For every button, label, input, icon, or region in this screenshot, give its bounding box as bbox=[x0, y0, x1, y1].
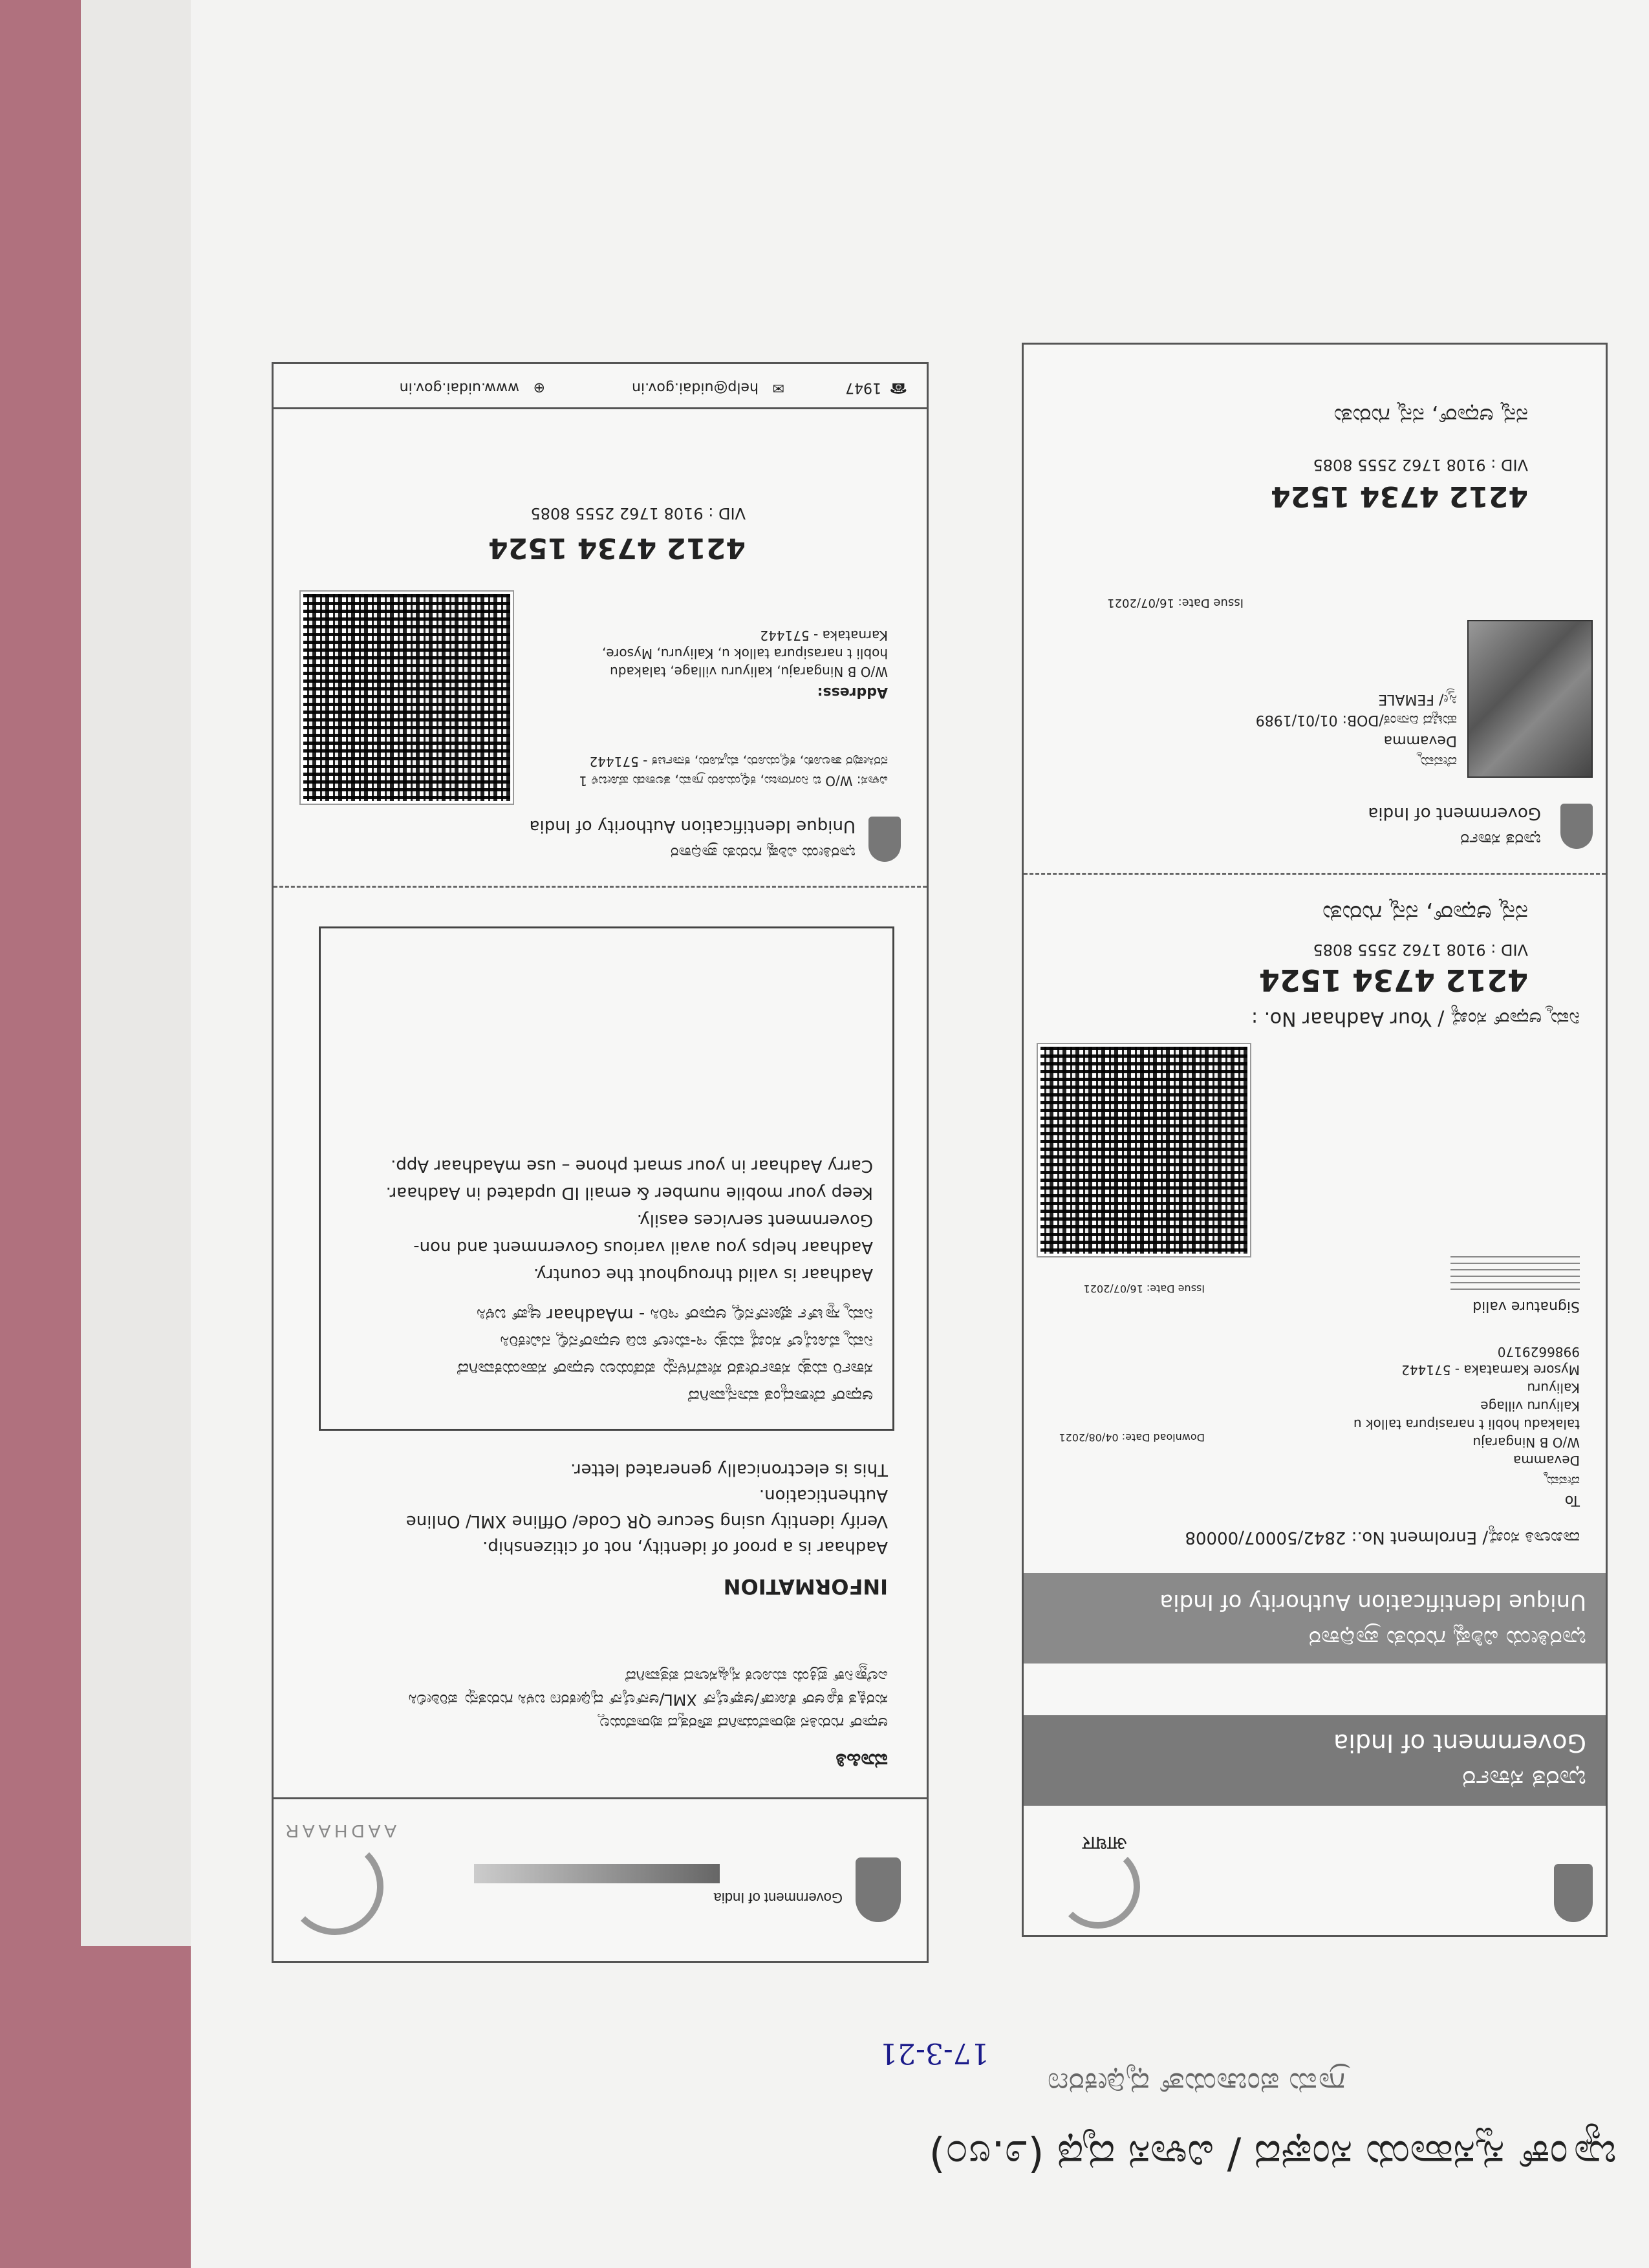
address-line: 9986629170 bbox=[1497, 1344, 1580, 1360]
list-item: ನಿಮ್ಮ ಮೊಬೈಲ್ ಸಂಖ್ಯೆ ಮತ್ತು ಇ-ಮೇಲ್ ಐಡಿ ಆಧಾರ್‌ನಲ್ಲಿ ನವೀಕರಿಸಿ bbox=[500, 1332, 873, 1351]
tagline: ನನ್ನ ಆಧಾರ್, ನನ್ನ ಗುರುತು bbox=[1322, 900, 1528, 926]
address-label: Address: bbox=[817, 684, 888, 700]
info-title: INFORMATION bbox=[723, 1574, 888, 1599]
list-item: ಸರ್ಕಾರಿ ಮತ್ತು ಸರ್ಕಾರೇತರ ಸೇವೆಗಳನ್ನು ಪಡೆಯಲು ಆಧಾರ್ ಸಹಾಯಕವಾಗಿದೆ bbox=[457, 1359, 873, 1378]
aadhaar-logo-text: AADHAAR bbox=[281, 1821, 396, 1841]
address-line: Mysore Karnataka - 571442 bbox=[1401, 1362, 1580, 1378]
info-box bbox=[319, 926, 894, 1431]
digital-signature-stamp bbox=[1450, 1256, 1580, 1295]
address-line: talakadu hobli t narasipura tallok u bbox=[1353, 1417, 1580, 1432]
address-kannada: ವಿಳಾಸ: W/O ಬಿ ನಿಂಗರಾಜು, ಕಲ್ಲಿಯೂರು ಗ್ರಾಮ, ತಲಕಾಡು ಹೋಬಳಿ 1 ನರಸೀಪುರ ತಾಲೂಕು, ಕಲ್ಲಿಯೂರು, ಮೈಸೂರು, ಕರ್ನಾಟಕ - 571442 bbox=[579, 754, 888, 789]
qr-code bbox=[301, 592, 513, 804]
id-tagline: ನನ್ನ ಆಧಾರ್, ನನ್ನ ಗುರುತು bbox=[1333, 403, 1528, 429]
globe-icon: ⊕ bbox=[533, 380, 545, 396]
holder-photo bbox=[1467, 620, 1593, 778]
cut-line bbox=[1024, 873, 1606, 875]
address-line: Kaliyuru village bbox=[1480, 1398, 1580, 1414]
list-item: Aadhaar helps you avail various Government and non-Government services easily. bbox=[413, 1210, 873, 1257]
holder-gender: ಸ್ತ್ರೀ/ FEMALE bbox=[1378, 691, 1457, 707]
header-gradient-bar bbox=[474, 1864, 720, 1883]
list-item: Keep your mobile number & email ID updated in Aadhaar. bbox=[385, 1183, 873, 1203]
list-item: ಆಧಾರ್ ದೇಶಾದ್ಯಂತ ಮಾನ್ಯವಾಗಿದೆ bbox=[687, 1386, 873, 1406]
address-line: Kaliyuru bbox=[1527, 1380, 1580, 1396]
vid-number: VID : 9108 1762 2555 8085 bbox=[530, 504, 746, 522]
list-item: Verify identity using Secure QR Code/ Offline XML/ Online Authentication. bbox=[405, 1486, 888, 1531]
id-issue-date: Issue Date: 16/07/2021 bbox=[1107, 596, 1244, 610]
vid-number: VID : 9108 1762 2555 8085 bbox=[1313, 941, 1528, 959]
to-label: To bbox=[1564, 1492, 1580, 1508]
info-english-list bbox=[306, 1457, 888, 1560]
website: www.uidai.gov.in bbox=[399, 380, 519, 396]
qr-code bbox=[1038, 1044, 1250, 1256]
address-line: Karnataka - 571442 bbox=[760, 628, 888, 643]
id-govt-kannada: ಭಾರತ ಸರ್ಕಾರ bbox=[1460, 829, 1541, 849]
info-footer bbox=[274, 365, 927, 409]
handwritten-date: 17-3-21 bbox=[879, 2037, 989, 2070]
address-line: Devamma bbox=[1513, 1453, 1580, 1468]
uidai-english: Unique Identification Authority of India bbox=[529, 817, 856, 836]
uidai-english: Unique Identification Authority of India bbox=[1159, 1589, 1586, 1615]
help-email: help@uidai.gov.in bbox=[632, 380, 759, 396]
aadhaar-hindi: आधार bbox=[1082, 1832, 1127, 1854]
list-item: Carry Aadhaar in your smart phone – use mAadhaar App. bbox=[391, 1156, 873, 1175]
mail-icon: ✉ bbox=[772, 380, 784, 396]
to-kannada: ದೇವಮ್ಮ bbox=[1544, 1473, 1580, 1489]
holder-details bbox=[1147, 689, 1457, 771]
list-item: Aadhaar is a proof of identity, not of citizenship. bbox=[482, 1537, 888, 1557]
download-date: Download Date: 04/08/2021 bbox=[1059, 1431, 1205, 1444]
uidai-kannada: ಭಾರತೀಯ ವಿಶಿಷ್ಟ ಗುರುತು ಪ್ರಾಧಿಕಾರ bbox=[670, 844, 856, 862]
issue-date: Issue Date: 16/07/2021 bbox=[1083, 1283, 1205, 1295]
recipient-address bbox=[1218, 1343, 1580, 1470]
address-line: W/O B Ningaraju, kaliyuru village, talakadu bbox=[610, 664, 888, 679]
bottom-caption: ಬ್ಯಾಂಕ್ ಸ್ವಸಹಾಯ ಸಂಘದ / ವಿಳಾಸ ದೃಢ (೨.೮೦) bbox=[929, 2131, 1617, 2179]
list-item: Aadhaar is valid throughout the country. bbox=[533, 1265, 873, 1284]
info-title-kannada: ಮಾಹಿತಿ bbox=[835, 1749, 888, 1773]
holder-name: Devamma bbox=[1383, 733, 1457, 749]
holder-name-kannada: ದೇವಮ್ಮ bbox=[1418, 753, 1457, 769]
cut-line bbox=[274, 886, 927, 888]
bottom-subcaption: ಗ್ರಾಮ ಪಂಚಾಯತ್ ಧೃಢೀಕರಣ bbox=[1047, 2066, 1345, 2101]
address-line: W/O B Ningaraju bbox=[1472, 1435, 1580, 1450]
list-item: ಆಧಾರ್ ಗುರುತಿನ ಪುರಾವೆಯಾಗಿದೆ ಪೌರತ್ವದ ಪುರಾವೆಯಲ್ಲ bbox=[598, 1714, 888, 1732]
aadhaar-number: 4212 4734 1524 bbox=[488, 531, 746, 564]
id-aadhaar-number: 4212 4734 1524 bbox=[1270, 480, 1528, 513]
address-lines bbox=[552, 626, 888, 681]
govt-band bbox=[1024, 1715, 1606, 1806]
address-line: hobli t narasipura tallok u, Kaliyuru, Mysore, bbox=[601, 646, 888, 661]
aadhaar-letter-card bbox=[1022, 343, 1608, 1937]
aadhaar-logo-icon bbox=[286, 1838, 383, 1935]
emblem-icon bbox=[868, 817, 901, 862]
your-aadhaar-label: ನಿಮ್ಮ ಆಧಾರ್ ಸಂಖ್ಯೆ / Your Aadhaar No. : bbox=[1251, 1007, 1580, 1030]
govt-english: Government of India bbox=[1333, 1729, 1586, 1757]
aadhaar-number: 4212 4734 1524 bbox=[1258, 963, 1528, 998]
enrolment-number: ದಾಖಲಾತಿ ಸಂಖ್ಯೆ/ Enrolment No.: 2842/50007/00008 bbox=[1185, 1528, 1580, 1547]
emblem-icon bbox=[1554, 1864, 1593, 1922]
list-item: This is electronically generated letter. bbox=[570, 1460, 888, 1479]
list-item: ಎಲೆಕ್ಟ್ರಾನಿಕ್ ಪ್ರಕ್ರಿಯೆ ಮೂಲಕ ಸೃಷ್ಟಿಸಲಾದ ಪತ್ರವಾಗಿದೆ bbox=[625, 1667, 888, 1685]
aadhaar-info-card bbox=[272, 362, 929, 1963]
uidai-band bbox=[1024, 1573, 1606, 1664]
signature-valid: Signature valid bbox=[1472, 1298, 1580, 1314]
uidai-kannada: ಭಾರತೀಯ ವಿಶಿಷ್ಟ ಗುರುತು ಪ್ರಾಧಿಕಾರ bbox=[1308, 1625, 1586, 1652]
list-item: ಸುರಕ್ಷಿತ ಕ್ಯೂಆರ್ ಕೋಡ್/ಆಫ್‌ಲೈನ್ XML/ಆನ್‌ಲೈನ್ ದೃಢೀಕರಣ ಬಳಸಿ ಗುರುತನ್ನು ಪರಿಶೀಲಿಸಿ bbox=[408, 1691, 888, 1709]
emblem-icon bbox=[1560, 804, 1593, 849]
govt-kannada: ಭಾರತ ಸರ್ಕಾರ bbox=[1462, 1764, 1586, 1794]
holder-dob: ಹುಟ್ಟಿದ ದಿನಾಂಕ/DOB: 01/01/1989 bbox=[1255, 712, 1457, 728]
info-header bbox=[274, 1797, 927, 1961]
govt-label: Government of India bbox=[713, 1890, 843, 1906]
info-kannada-list bbox=[306, 1665, 888, 1735]
id-govt-english: Government of India bbox=[1368, 804, 1541, 823]
id-vid-number: VID : 9108 1762 2555 8085 bbox=[1313, 456, 1528, 474]
list-item: ನಿಮ್ಮ ಸ್ಮಾರ್ಟ್ ಫೋನ್‌ನಲ್ಲಿ ಆಧಾರ್ ಇರಿಸಿ - mAadhaar ಆ್ಯಪ್ ಬಳಸಿ bbox=[477, 1305, 873, 1324]
emblem-icon bbox=[856, 1857, 901, 1922]
phone-icon: ☎ bbox=[889, 380, 907, 396]
helpline: 1947 bbox=[845, 380, 881, 396]
bottom-caption-block bbox=[453, 2024, 1617, 2192]
